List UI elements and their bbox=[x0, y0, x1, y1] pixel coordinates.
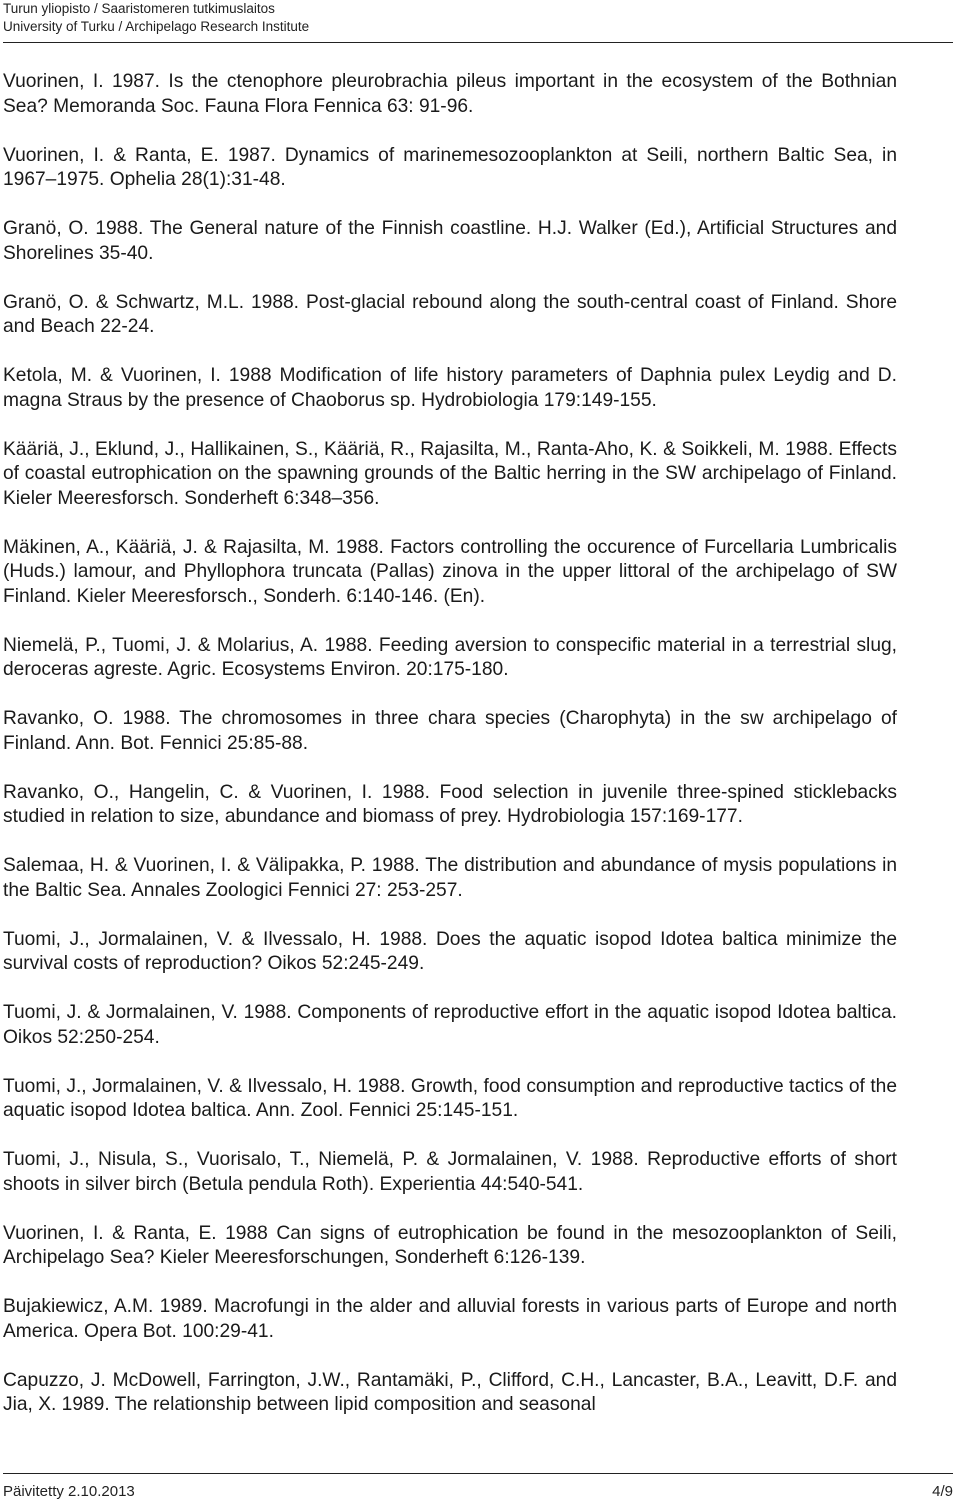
reference-item: Bujakiewicz, A.M. 1989. Macrofungi in the alder and alluvial forests in various parts of Europe and north America. Opera Bot. 100:29-41. bbox=[3, 1296, 897, 1342]
reference-item: Mäkinen, A., Kääriä, J. & Rajasilta, M. 1988. Factors controlling the occurence of Furcellaria Lumbricalis (Huds.) lamour, and Phyllophora truncata (Pallas) zinova in the upper littoral of the archipelago of SW Finland. Kieler Meeresforsch., Sonderh. 6:140-146. (En). bbox=[3, 536, 897, 607]
reference-item: Salemaa, H. & Vuorinen, I. & Välipakka, P. 1988. The distribution and abundance of mysis populations in the Baltic Sea. Annales Zoologici Fennici 27: 253-257. bbox=[3, 855, 897, 901]
reference-item: Granö, O. & Schwartz, M.L. 1988. Post-glacial rebound along the south-central coast of Finland. Shore and Beach 22-24. bbox=[3, 291, 897, 337]
reference-item: Vuorinen, I. & Ranta, E. 1988 Can signs of eutrophication be found in the mesozooplankton of Seili, Archipelago Sea? Kieler Meeresforschungen, Sonderheft 6:126-139. bbox=[3, 1222, 897, 1268]
header-institution-en: University of Turku / Archipelago Research Institute bbox=[3, 19, 310, 34]
page-footer bbox=[3, 1473, 953, 1500]
header-institution-fi: Turun yliopisto / Saaristomeren tutkimuslaitos bbox=[3, 1, 275, 16]
reference-item: Tuomi, J., Nisula, S., Vuorisalo, T., Niemelä, P. & Jormalainen, V. 1988. Reproductive efforts of short shoots in silver birch (Betula pendula Roth). Experientia 44:540-541. bbox=[3, 1149, 897, 1195]
reference-item: Tuomi, J., Jormalainen, V. & Ilvessalo, H. 1988. Growth, food consumption and reproductive tactics of the aquatic isopod Idotea baltica. Ann. Zool. Fennici 25:145-151. bbox=[3, 1075, 897, 1121]
reference-item: Tuomi, J. & Jormalainen, V. 1988. Components of reproductive effort in the aquatic isopod Idotea baltica. Oikos 52:250-254. bbox=[3, 1002, 897, 1048]
page-header bbox=[3, 0, 953, 43]
updated-date: Päivitetty 2.10.2013 bbox=[3, 1483, 135, 1500]
page-number: 4/9 bbox=[932, 1483, 953, 1500]
reference-item: Capuzzo, J. McDowell, Farrington, J.W., Rantamäki, P., Clifford, C.H., Lancaster, B.A., Leavitt, D.F. and Jia, X. 1989. The relationship between lipid composition and seasonal bbox=[3, 1369, 897, 1415]
reference-item: Vuorinen, I. & Ranta, E. 1987. Dynamics of marinemesozooplankton at Seili, northern Baltic Sea, in 1967–1975. Ophelia 28(1):31-48. bbox=[3, 144, 897, 190]
reference-item: Ravanko, O., Hangelin, C. & Vuorinen, I. 1988. Food selection in juvenile three-spined sticklebacks studied in relation to size, abundance and biomass of prey. Hydrobiologia 157:169-177. bbox=[3, 781, 897, 827]
reference-item: Ravanko, O. 1988. The chromosomes in three chara species (Charophyta) in the sw archipelago of Finland. Ann. Bot. Fennici 25:85-88. bbox=[3, 708, 897, 754]
reference-item: Granö, O. 1988. The General nature of the Finnish coastline. H.J. Walker (Ed.), Artificial Structures and Shorelines 35-40. bbox=[3, 218, 897, 264]
reference-item: Kääriä, J., Eklund, J., Hallikainen, S., Kääriä, R., Rajasilta, M., Ranta-Aho, K. & Soikkeli, M. 1988. Effects of coastal eutrophication on the spawning grounds of the Baltic herring in the SW archipelago of Finland. Kieler Meeresforsch. Sonderheft 6:348–356. bbox=[3, 438, 897, 509]
reference-item: Tuomi, J., Jormalainen, V. & Ilvessalo, H. 1988. Does the aquatic isopod Idotea baltica minimize the survival costs of reproduction? Oikos 52:245-249. bbox=[3, 928, 897, 974]
reference-item: Ketola, M. & Vuorinen, I. 1988 Modification of life history parameters of Daphnia pulex Leydig and D. magna Straus by the presence of Chaoborus sp. Hydrobiologia 179:149-155. bbox=[3, 365, 897, 411]
reference-item: Vuorinen, I. 1987. Is the ctenophore pleurobrachia pileus important in the ecosystem of the Bothnian Sea? Memoranda Soc. Fauna Flora Fennica 63: 91-96. bbox=[3, 71, 897, 117]
reference-list bbox=[3, 70, 897, 1442]
reference-item: Niemelä, P., Tuomi, J. & Molarius, A. 1988. Feeding aversion to conspecific material in a terrestrial slug, deroceras agreste. Agric. Ecosystems Environ. 20:175-180. bbox=[3, 634, 897, 680]
